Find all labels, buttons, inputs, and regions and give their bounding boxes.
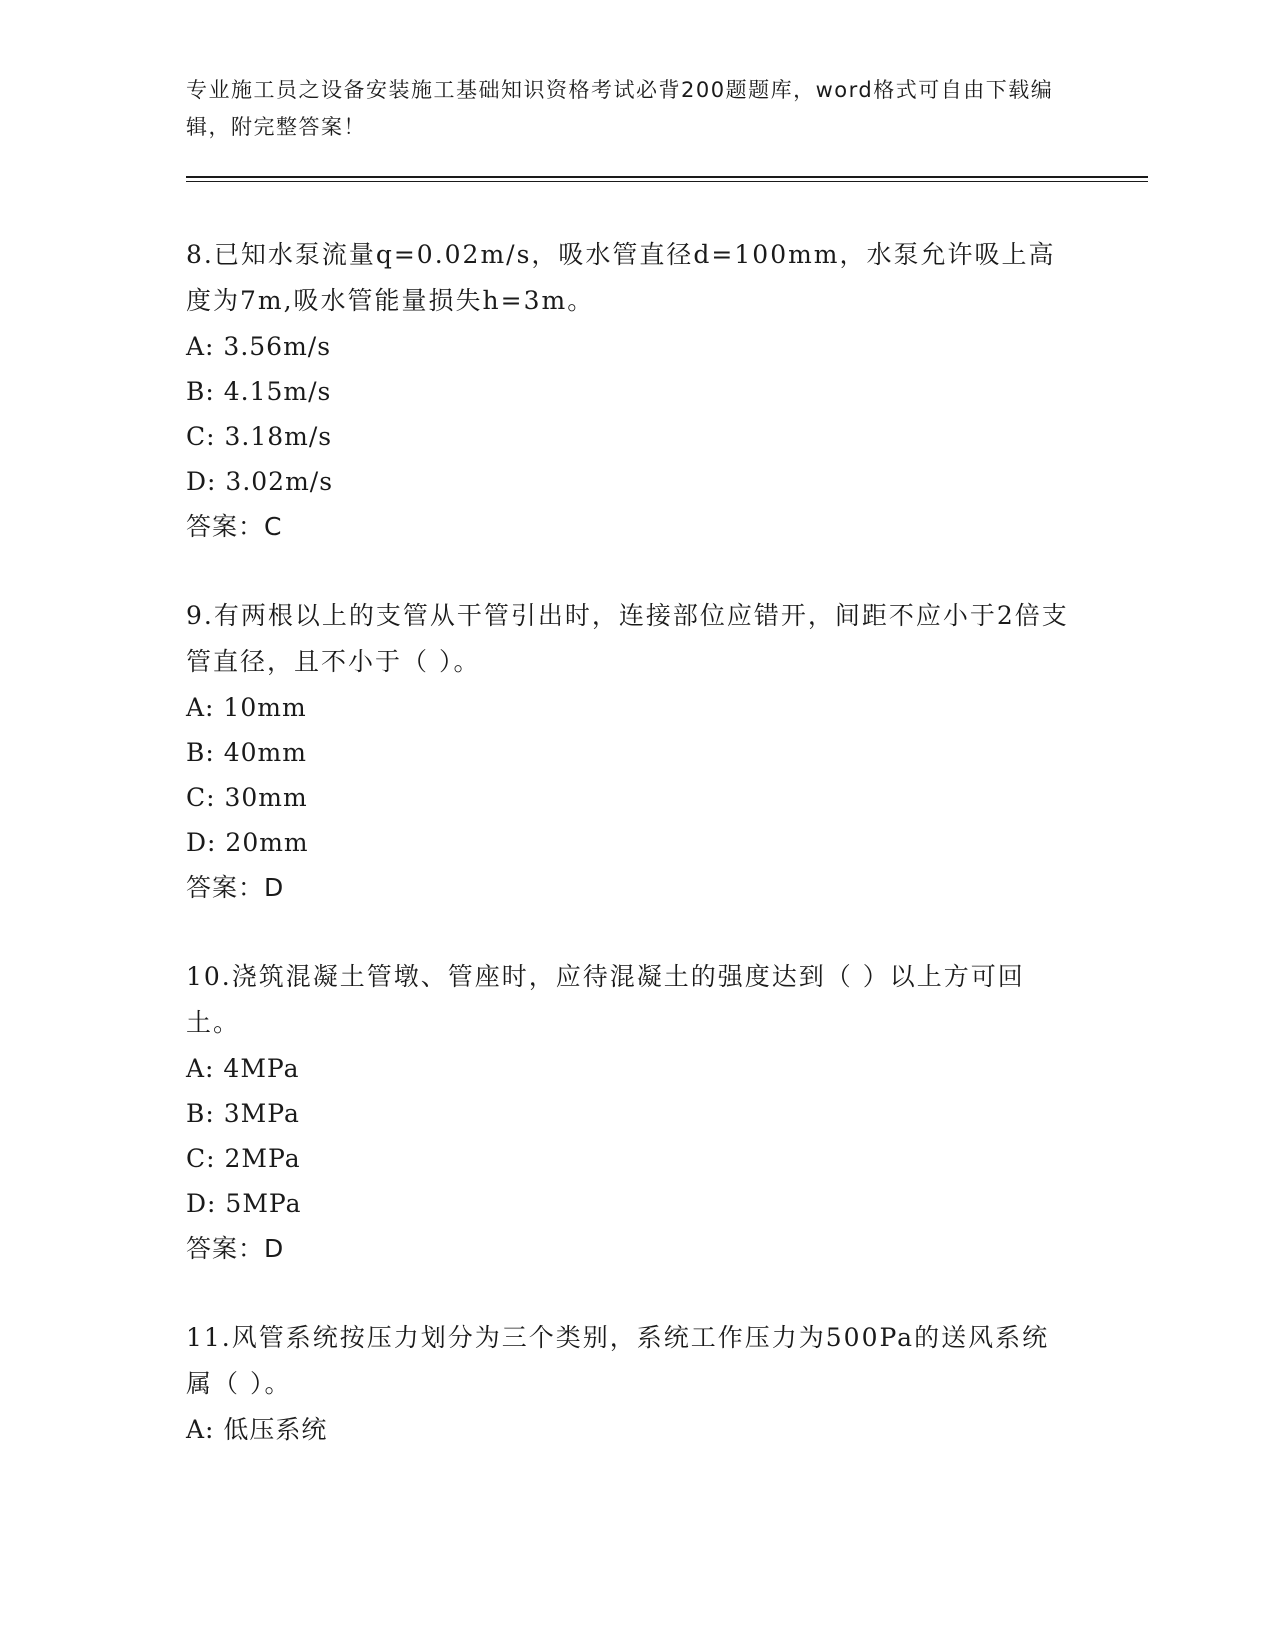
option-a: A: 10mm [186,693,307,722]
option-a: A: 4MPa [186,1054,300,1083]
option-d: D: 3.02m/s [186,467,334,496]
option-a: A: 3.56m/s [186,332,332,361]
option-c: C: 30mm [186,783,308,812]
question-9 [186,593,1076,910]
option-c: C: 2MPa [186,1144,301,1173]
header-divider [186,176,1148,178]
question-stem: 10.浇筑混凝土管墩、管座时，应待混凝土的强度达到（ ）以上方可回土。 [186,962,1025,1037]
option-b: B: 4.15m/s [186,377,332,406]
question-stem: 11.风管系统按压力划分为三个类别，系统工作压力为500Pa的送风系统属（ ）。 [186,1323,1050,1398]
option-c: C: 3.18m/s [186,422,333,451]
option-d: D: 20mm [186,828,309,857]
answer-line: 答案：D [186,873,285,902]
option-a: A: 低压系统 [186,1415,328,1444]
document-header: 专业施工员之设备安装施工基础知识资格考试必背200题题库，word格式可自由下载编辑，附完整答案！ [186,78,1054,139]
question-10 [186,954,1076,1271]
answer-line: 答案：C [186,512,283,541]
option-b: B: 3MPa [186,1099,300,1128]
question-stem: 9.有两根以上的支管从干管引出时，连接部位应错开，间距不应小于2倍支管直径，且不小于（ ）。 [186,601,1069,676]
header-divider-thin [186,181,1148,182]
question-11 [186,1315,1076,1452]
option-d: D: 5MPa [186,1189,302,1218]
answer-line: 答案：D [186,1234,285,1263]
question-8 [186,232,1076,549]
option-b: B: 40mm [186,738,307,767]
question-list [186,232,1076,1496]
question-stem: 8.已知水泵流量q=0.02m/s，吸水管直径d=100mm，水泵允许吸上高度为7m,吸水管能量损失h=3m。 [186,240,1056,315]
